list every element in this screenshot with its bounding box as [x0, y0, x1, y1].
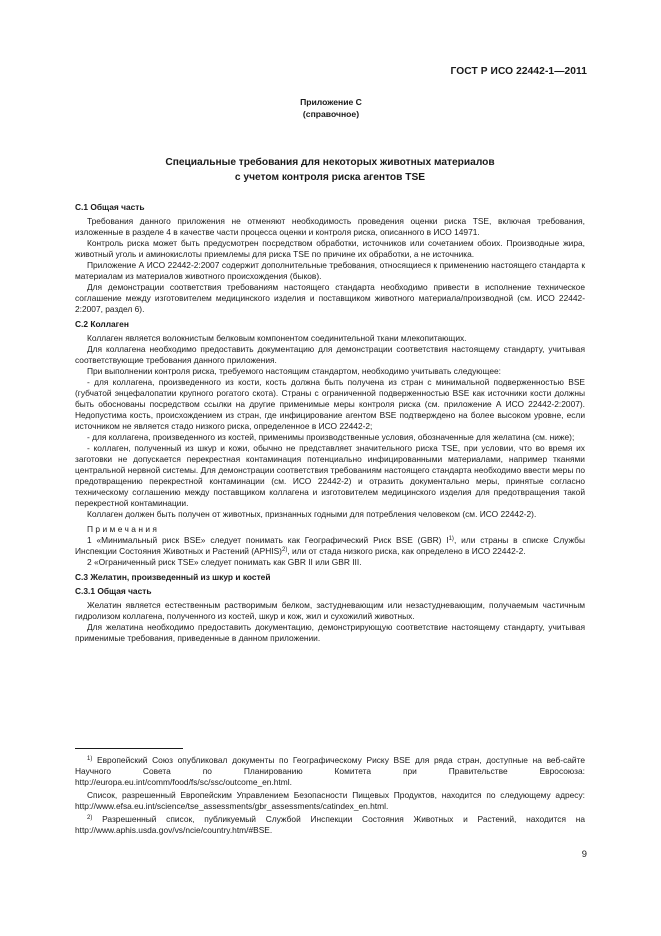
footnote-1-text: Европейский Союз опубликовал документы по Географическому Риску BSE для ряда стран, доступные на веб-сайте Научного Совета по Планированию Комитета при Правительстве Евросоюза: http://europa.eu.int/comm/food/fs/sc/ssc/outcome_en.html. [75, 755, 585, 787]
paragraph: Для демонстрации соответствия требованиям настоящего стандарта необходимо привести в исполнение техническое соглашение между изготовителем медицинского изделия и поставщиком животного материала/производной (см. ИСО 22442-2:2007, раздел 6). [75, 282, 585, 314]
note-1 [75, 535, 585, 557]
section-heading-c3: С.3 Желатин, произведенный из шкур и костей [75, 572, 271, 582]
notes-label: Примечания [87, 524, 160, 534]
paragraph: - для коллагена, произведенного из кости, кость должна быть получена из стран с минимальной подверженностью BSE (губчатой энцефалопатии крупного рогатого скота). Страны с ограниченной подверженностью BSE как источники кости должны быть обоснованы посредством ссылки на другие применимые меры контроля риска (см. приложение А ИСО 22442-2:2007). Недопустима кость, происхождением из стран, где инфицирование агентом BSE подтверждено на более высоком уровне, если источником не является стадо низкого риска, определенное в ИСО 22442-2; [75, 377, 585, 431]
note-2: 2 «Ограниченный риск TSE» следует понимать как GBR II или GBR III. [87, 557, 362, 567]
title-line-2: с учетом контроля риска агентов TSE [234, 171, 426, 183]
note-1-text-c: , или от стада низкого риска, как определено в ИСО 22442-2. [287, 546, 526, 556]
note-1-text-b: , или страны в списке Службы Инспекции Состояния Животных и Растений (APHIS) [75, 535, 585, 556]
paragraph: Для коллагена необходимо предоставить документацию для демонстрации соответствия настоящему стандарту, учитывая соответствующие требования данного приложения. [75, 344, 585, 365]
note-1-text-a: 1 «Минимальный риск BSE» следует понимать как Географический Риск BSE (GBR) I [87, 535, 449, 545]
title-line-1: Специальные требования для некоторых животных материалов [165, 157, 495, 168]
page-number: 9 [581, 848, 587, 859]
paragraph: Контроль риска может быть предусмотрен посредством обработки, источников или сочетанием обоих. Производные жира, животный уголь и аминокислоты приемлемы для риска TSE по причине их обработки, а не источника. [75, 238, 585, 259]
paragraph: - для коллагена, произведенного из костей, применимы производственные условия, обозначенные для желатина (см. ниже); [87, 432, 575, 442]
footnote-2-text: Разрешенный список, публикуемый Службой Инспекции Состояния Животных и Растений, находится на http://www.aphis.usda.gov/vs/ncie/country.htm/#BSE. [75, 814, 585, 835]
footnote-mark-2: 2) [87, 815, 93, 821]
annex-heading [200, 96, 462, 120]
paragraph: Желатин является естественным растворимым белком, застудневающим или незастудневающим, получаемым частичным гидролизом коллагена, полученного из костей, шкур и кож, жил и сухожилий животных. [75, 600, 585, 621]
standard-header: ГОСТ Р ИСО 22442-1—2011 [450, 66, 587, 77]
footnote-ref-2: 2) [281, 547, 288, 553]
section-heading-c1: С.1 Общая часть [75, 202, 145, 212]
document-body [75, 202, 585, 644]
footnote-divider [75, 748, 183, 749]
paragraph: Требования данного приложения не отменяют необходимость проведения оценки риска TSE, включая требования, изложенные в разделе 4 в качестве части процесса оценки и контроля риска, описанного в ИСО 14971. [75, 216, 585, 237]
annex-type: (справочное) [302, 109, 360, 119]
paragraph: Для желатина необходимо предоставить документацию, демонстрирующую соответствие настоящему стандарту, учитывая применимые требования, приведенные в данном приложении. [75, 622, 585, 643]
subsection-heading-c3-1: С.3.1 Общая часть [75, 586, 152, 596]
paragraph: Коллаген является волокнистым белковым компонентом соединительной ткани млекопитающих. [87, 333, 467, 343]
footnote-1-continued: Список, разрешенный Европейским Управлением Безопасности Пищевых Продуктов, находится по следующему адресу: http://www.efsa.eu.int/science/tse_assessments/gbr_assessments/catindex_en.html. [75, 790, 585, 811]
paragraph: - коллаген, полученный из шкур и кожи, обычно не представляет значительного риска TSE, при условии, что во время их заготовки не допускается перекрестная контаминация потенциально инфицированными материалами, например тканями центральной нервной системы. Для демонстрации соответствия требованиям настоящего стандарта необходимо ввести меры по предотвращению перекрестной контаминации (см. ИСО 22442-2) и отразить документально меры, принятые согласно техническому соглашению между поставщиком коллагена и изготовителем медицинского изделия для предотвращения такой перекрестной контаминации. [75, 443, 585, 508]
paragraph: Коллаген должен быть получен от животных, признанных годными для потребления человеком (см. ИСО 22442-2). [87, 509, 537, 519]
footnote-ref-1: 1) [448, 536, 454, 542]
paragraph: При выполнении контроля риска, требуемого настоящим стандартом, необходимо учитывать следующее: [87, 366, 501, 376]
footnote-1 [75, 755, 585, 788]
paragraph: Приложение А ИСО 22442-2:2007 содержит дополнительные требования, относящиеся к применению настоящего стандарта к материалам из материалов животного происхождения (быков). [75, 260, 585, 281]
document-title [90, 156, 570, 185]
footnotes [75, 755, 585, 838]
footnote-2 [75, 814, 585, 836]
footnote-mark-1: 1) [87, 756, 93, 762]
section-heading-c2: С.2 Коллаген [75, 319, 129, 329]
annex-title: Приложение С [300, 97, 362, 107]
